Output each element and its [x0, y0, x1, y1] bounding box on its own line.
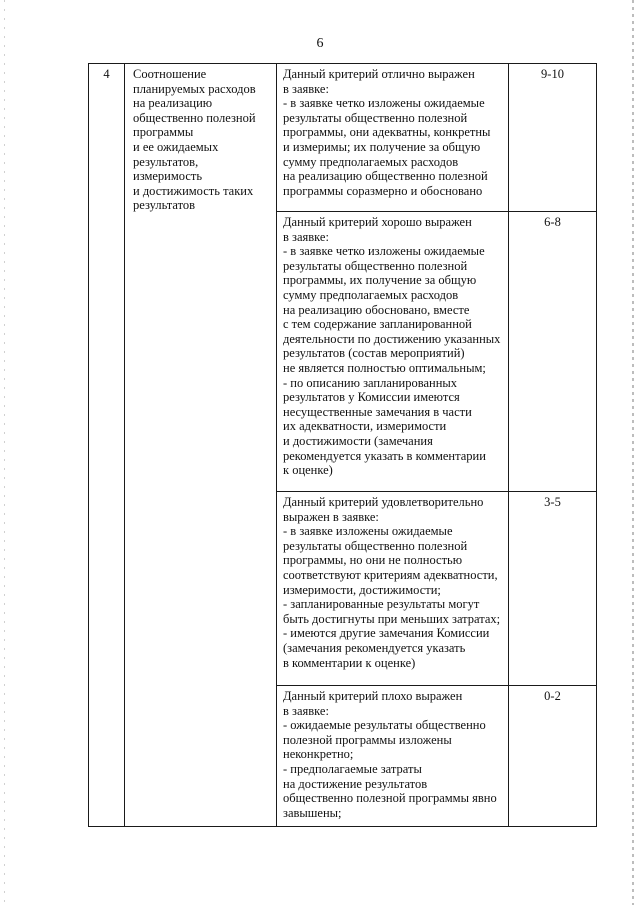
description-line: с тем содержание запланированной — [283, 317, 472, 332]
description-line: результатов (состав мероприятий) — [283, 346, 465, 361]
criterion-name-line: и ее ожидаемых — [133, 139, 219, 154]
criterion-name-line: результатов, — [133, 154, 199, 169]
level-good-description — [277, 212, 509, 492]
level-poor-score: 0-2 — [509, 686, 597, 827]
description-line: - ожидаемые результаты общественно — [283, 718, 486, 733]
description-line: Данный критерий хорошо выражен — [283, 215, 472, 229]
description-line: соответствуют критериям адекватности, — [283, 567, 498, 582]
level-good-score: 6-8 — [509, 212, 597, 492]
description-line: на реализацию общественно полезной — [283, 169, 488, 184]
description-line: - предполагаемые затраты — [283, 761, 422, 776]
criterion-name-line: планируемых расходов — [133, 81, 256, 96]
description-line: несущественные замечания в части — [283, 404, 472, 419]
scan-edge-right — [632, 0, 634, 905]
description-line: - в заявке четко изложены ожидаемые — [283, 244, 485, 259]
description-line: завышены; — [283, 805, 342, 820]
description-line: результаты общественно полезной — [283, 110, 468, 125]
description-line: в заявке: — [283, 81, 329, 96]
description-line: программы, но они не полностью — [283, 553, 463, 568]
description-line: сумму предполагаемых расходов — [283, 287, 459, 302]
description-line: в заявке: — [283, 229, 329, 244]
description-line: - в заявке изложены ожидаемые — [283, 524, 453, 539]
criterion-name-cell — [125, 64, 277, 827]
criteria-table — [88, 63, 597, 827]
description-line: Данный критерий плохо выражен — [283, 689, 463, 703]
description-line: на достижение результатов — [283, 776, 428, 791]
level-satisfactory-description — [277, 492, 509, 686]
description-line: программы соразмерно и обосновано — [283, 183, 483, 198]
criterion-name-line: результатов — [133, 198, 196, 213]
description-line: - запланированные результаты могут — [283, 597, 480, 612]
description-line: рекомендуется указать в комментарии — [283, 448, 486, 463]
description-line: их адекватности, измеримости — [283, 419, 447, 434]
page-number: 6 — [316, 36, 324, 51]
criterion-name-line: программы — [133, 125, 194, 140]
description-line: быть достигнуты при меньших затратах; — [283, 611, 501, 626]
criterion-name-line: Соотношение — [133, 67, 207, 81]
criterion-name-line: общественно полезной — [133, 110, 256, 125]
description-line: и достижимости (замечания — [283, 433, 433, 448]
description-line: (замечания рекомендуется указать — [283, 640, 466, 655]
description-line: полезной программы изложены — [283, 732, 452, 747]
level-excellent-score: 9-10 — [509, 64, 597, 212]
description-line: измеримости, достижимости; — [283, 582, 441, 597]
scan-edge-left — [4, 0, 5, 905]
description-line: выражен в заявке: — [283, 509, 379, 524]
level-satisfactory-score: 3-5 — [509, 492, 597, 686]
criterion-name-line: и достижимость таких — [133, 183, 254, 198]
description-line: - по описанию запланированных — [283, 375, 458, 390]
description-line: Данный критерий отлично выражен — [283, 67, 475, 81]
level-excellent-description — [277, 64, 509, 212]
description-line: на реализацию обосновано, вместе — [283, 302, 470, 317]
description-line: общественно полезной программы явно — [283, 791, 497, 806]
description-line: результаты общественно полезной — [283, 538, 468, 553]
description-line: деятельности по достижению указанных — [283, 331, 501, 346]
row-number-cell — [89, 64, 125, 827]
description-line: в комментарии к оценке) — [283, 655, 416, 670]
description-line: результатов у Комиссии имеются — [283, 390, 460, 405]
description-line: - имеются другие замечания Комиссии — [283, 626, 490, 641]
level-poor-description — [277, 686, 509, 827]
description-line: не является полностью оптимальным; — [283, 360, 486, 375]
description-line: сумму предполагаемых расходов — [283, 154, 459, 169]
description-line: Данный критерий удовлетворительно — [283, 495, 484, 509]
description-line: к оценке) — [283, 463, 333, 478]
criterion-name-line: на реализацию — [133, 96, 213, 111]
description-line: программы, их получение за общую — [283, 273, 477, 288]
description-line: - в заявке четко изложены ожидаемые — [283, 96, 485, 111]
row-number: 4 — [103, 67, 110, 81]
criterion-name-line: измеримость — [133, 169, 203, 184]
description-line: неконкретно; — [283, 747, 354, 762]
description-line: в заявке: — [283, 703, 329, 718]
description-line: результаты общественно полезной — [283, 258, 468, 273]
description-line: и измеримы; их получение за общую — [283, 139, 481, 154]
description-line: программы, они адекватны, конкретны — [283, 125, 491, 140]
table-row — [89, 64, 597, 212]
